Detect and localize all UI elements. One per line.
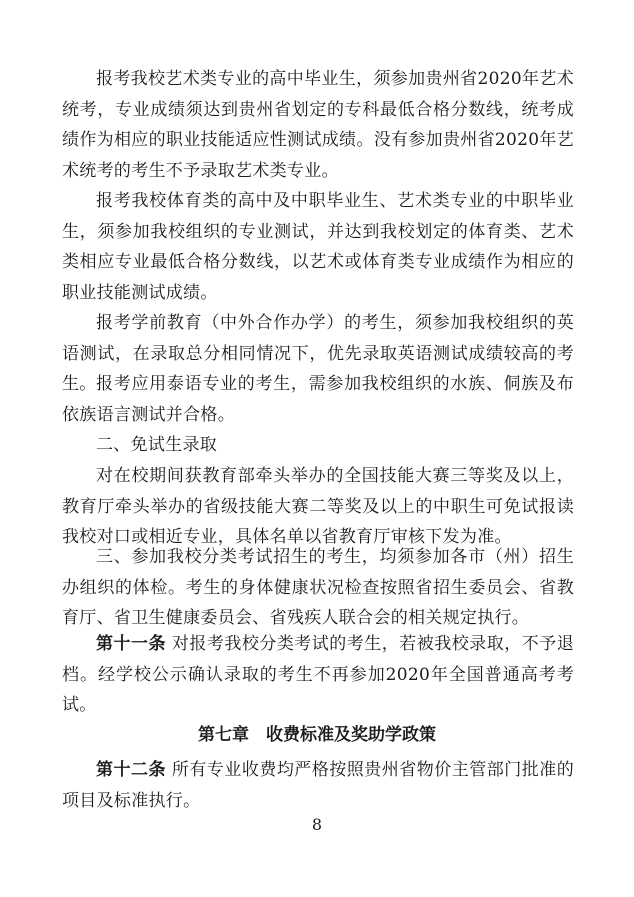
article-11 [62,629,574,721]
article-11-label: 第十一条 [96,634,166,654]
page-number: 8 [311,815,323,834]
article-12-text: 所有专业收费均严格按照贵州省物价主管部门批准的项目及标准执行。 [62,760,574,811]
section-exempt-admission: 二、免试生录取 [96,435,218,455]
chapter-heading: 第七章 收费标准及奖助学政策 [198,725,436,745]
article-12 [62,755,574,816]
paragraph-thai-language: 报考应用泰语专业的考生，需参加我校组织的水族、侗族及布依族语言测试并合格。 [62,374,574,425]
paragraph-exempt-details: 对在校期间获教育部牵头举办的全国技能大赛三等奖及以上，教育厅牵头举办的省级技能大赛二等奖及以上的中职生可免试报读我校对口或相近专业，具体名单以省教育厅审核下发为准。 [62,466,574,547]
paragraph-preschool-english: 报考学前教育（中外合作办学）的考生，须参加我校组织的英语测试，在录取总分相同情况下，优先录取英语测试成绩较高的考生。 [62,313,574,394]
article-12-label: 第十二条 [96,760,166,780]
article-11-text: 对报考我校分类考试的考生，若被我校录取，不予退档。经学校公示确认录取的考生不再参加2020年全国普通高考考试。 [62,634,574,715]
paragraph-art-exam: 报考我校艺术类专业的高中毕业生，须参加贵州省2020年艺术统考，专业成绩须达到贵州省划定的专科最低合格分数线，统考成绩作为相应的职业技能适应性测试成绩。没有参加贵州省2020年艺术统考的考生不予录取艺术类专业。 [62,69,574,181]
paragraph-physical-exam: 三、参加我校分类考试招生的考生，均须参加各市（州）招生办组织的体检。考生的身体健康状况检查按照省招生委员会、省教育厅、省卫生健康委员会、省残疾人联合会的相关规定执行。 [62,547,574,628]
paragraph-sports-art-test: 报考我校体育类的高中及中职毕业生、艺术类专业的中职毕业生，须参加我校组织的专业测试，并达到我校划定的体育类、艺术类相应专业最低合格分数线，以艺术或体育类专业成绩作为相应的职业技能测试成绩。 [62,191,574,303]
